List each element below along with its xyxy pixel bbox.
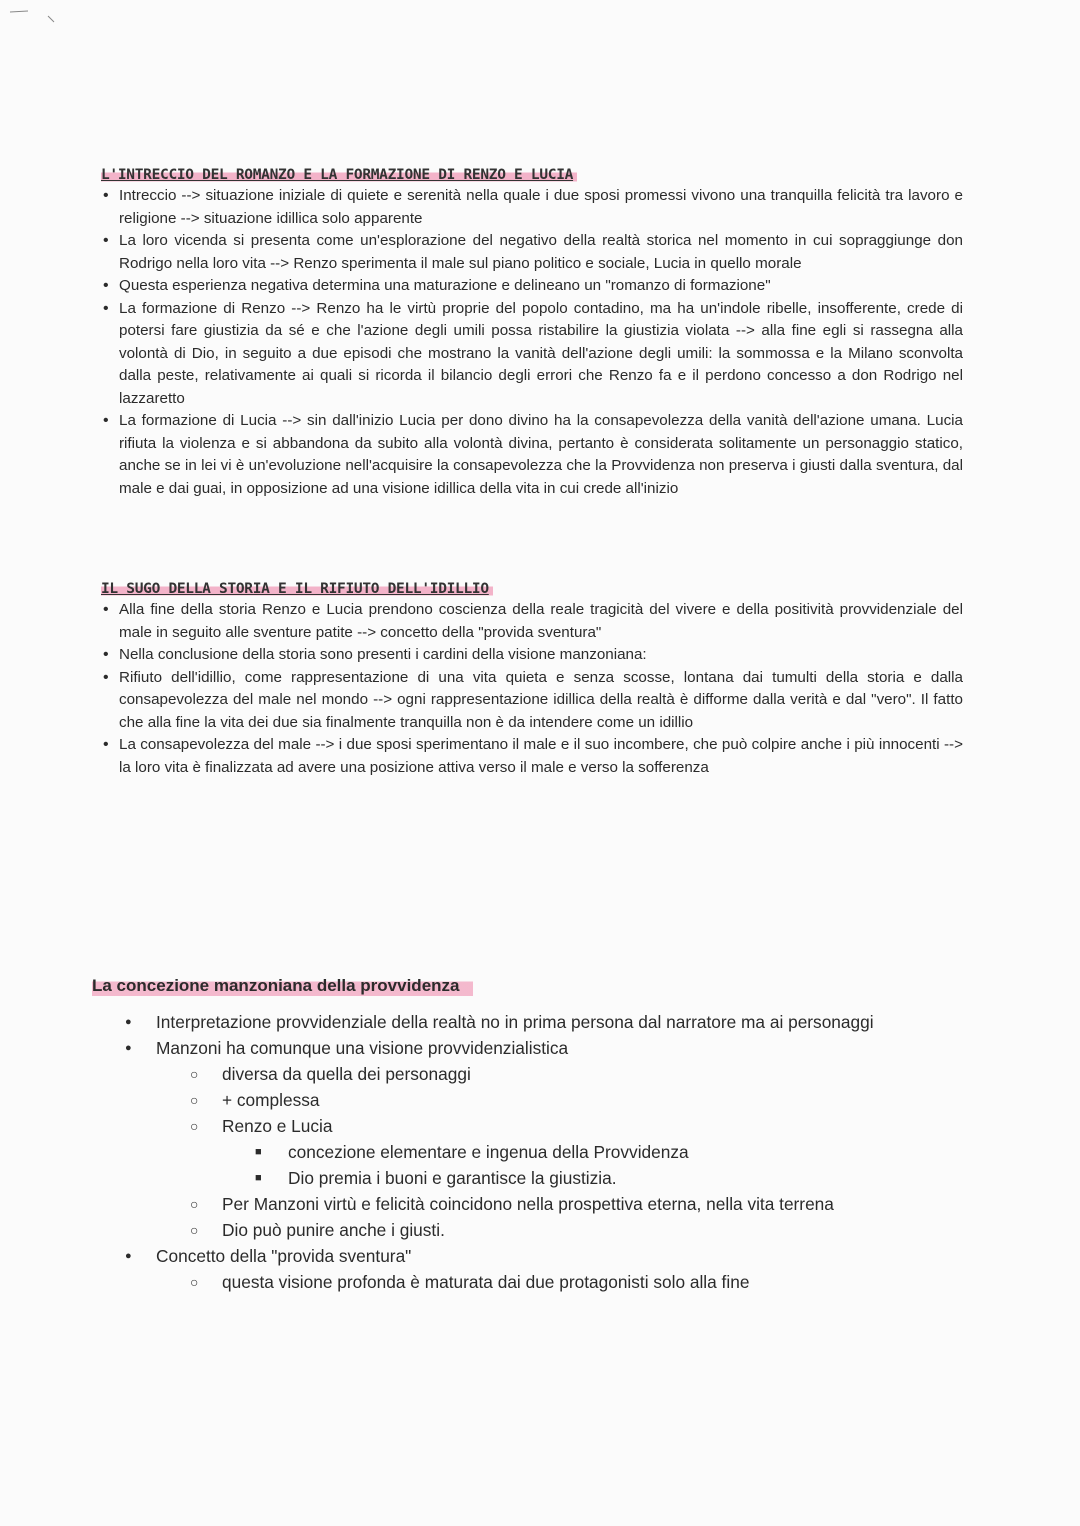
bullet-list — [103, 185, 963, 500]
section-title: IL SUGO DELLA STORIA E IL RIFIUTO DELL'IDILLIO — [101, 581, 493, 597]
list-item: ■ Dio premia i buoni e garantisce la giustizia. — [92, 1165, 972, 1191]
section-title: La concezione manzoniana della provvidenza — [92, 975, 473, 997]
list-item: ○ Renzo e Lucia — [92, 1113, 972, 1139]
section-provvidenza — [92, 975, 972, 1295]
bullet-list — [103, 599, 963, 779]
list-item: ● Interpretazione provvidenziale della realtà no in prima persona dal narratore ma ai personaggi — [92, 1009, 972, 1035]
list-item: • La consapevolezza del male --> i due sposi sperimentano il male e il suo incombere, che può colpire anche i più innocenti --> la loro vita è finalizzata ad avere una posizione attiva verso il male e verso la sofferenza — [103, 734, 963, 779]
pen-mark-icon — [8, 8, 58, 26]
list-item: ○ Per Manzoni virtù e felicità coincidono nella prospettiva eterna, nella vita terrena — [92, 1191, 972, 1217]
list-item: ● Concetto della "provida sventura" — [92, 1243, 972, 1269]
list-item: • La formazione di Renzo --> Renzo ha le virtù proprie del popolo contadino, ma ha un'indole ribelle, insofferente, crede di potersi fare giustizia da sé e che l'azione degli umili possa ristabilire la giustizia violata --> alla fine egli si rassegna alla volontà di Dio, in seguito a due episodi che mostrano la vanità dell'azione degli umili: la sommossa e la Milano sconvolta dalla peste, relativamente ai quali si ricorda il bilancio degli errori che Renzo fa e il perdono concesso a don Rodrigo nel lazzaretto — [103, 298, 963, 411]
list-item: • La loro vicenda si presenta come un'esplorazione del negativo della realtà storica nel momento in cui sopraggiunge don Rodrigo nella loro vita --> Renzo sperimenta il male sul piano politico e sociale, Lucia in quello morale — [103, 230, 963, 275]
list-item: • Intreccio --> situazione iniziale di quiete e serenità nella quale i due sposi promessi vivono una tranquilla felicità tra lavoro e religione --> situazione idillica solo apparente — [103, 185, 963, 230]
list-item: • Alla fine della storia Renzo e Lucia prendono coscienza della reale tragicità del vivere e della positività provvidenziale del male in seguito alle sventure patite --> concetto della "provida sventura" — [103, 599, 963, 644]
list-item: • Questa esperienza negativa determina una maturazione e delineano un "romanzo di formazione" — [103, 275, 963, 298]
list-item: • La formazione di Lucia --> sin dall'inizio Lucia per dono divino ha la consapevolezza della vanità dell'azione umana. Lucia rifiuta la violenza e si abbandona da subito alla volontà divina, pertanto è considerata solitamente un personaggio statico, anche se in lei vi è un'evoluzione nell'acquisire la consapevolezza che la Provvidenza non preserva i giusti dalla sventura, dal male e dai guai, in opposizione ad una visione idillica della vita in cui crede all'inizio — [103, 410, 963, 500]
section-sugo-della-storia — [103, 580, 963, 779]
section-title: L'INTRECCIO DEL ROMANZO E LA FORMAZIONE DI RENZO E LUCIA — [101, 167, 577, 183]
list-item: ○ + complessa — [92, 1087, 972, 1113]
list-item: ○ diversa da quella dei personaggi — [92, 1061, 972, 1087]
outline-list — [92, 1009, 972, 1295]
list-item: ■ concezione elementare e ingenua della Provvidenza — [92, 1139, 972, 1165]
list-item: • Nella conclusione della storia sono presenti i cardini della visione manzoniana: — [103, 644, 963, 667]
list-item: ○ Dio può punire anche i giusti. — [92, 1217, 972, 1243]
list-item: • Rifiuto dell'idillio, come rappresentazione di una vita quieta e senza scosse, lontana dai tumulti della storia e dalla consapevolezza del male nel mondo --> ogni rappresentazione idillica della realtà è difforme dalla verità e dal "vero". Il fatto che alla fine la vita dei due sia finalmente tranquilla non è da intendere come un idillio — [103, 667, 963, 735]
list-item: ○ questa visione profonda è maturata dai due protagonisti solo alla fine — [92, 1269, 972, 1295]
section-intreccio — [103, 166, 963, 500]
list-item: ● Manzoni ha comunque una visione provvidenzialistica — [92, 1035, 972, 1061]
